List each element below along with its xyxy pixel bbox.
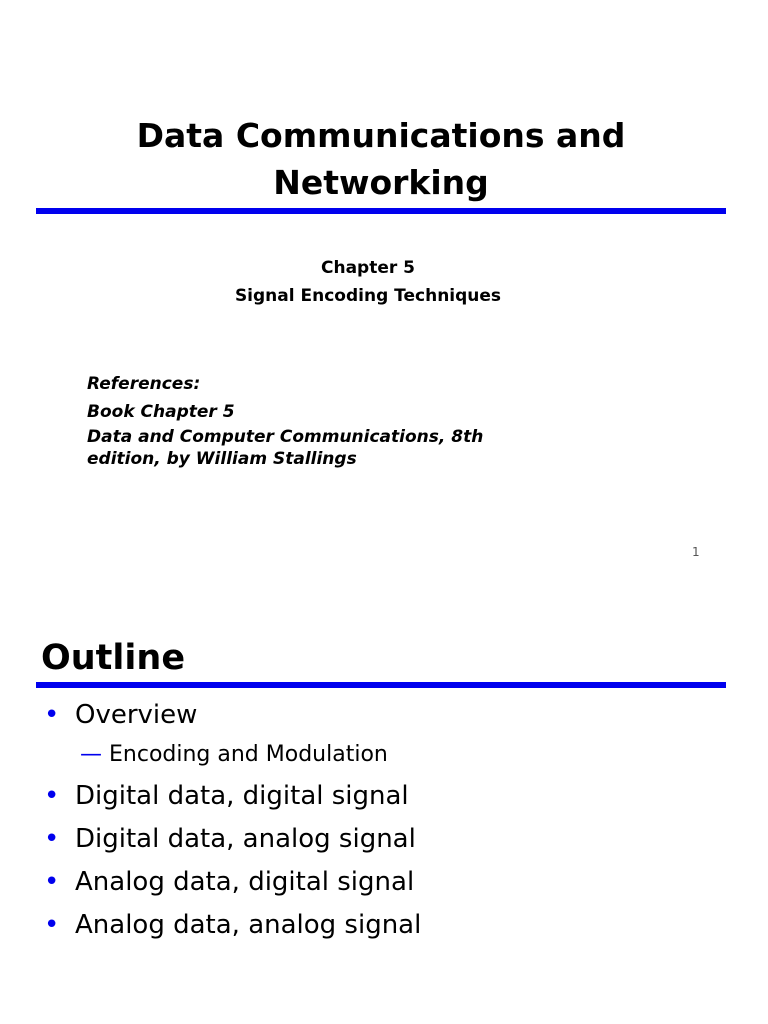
references-block: [87, 370, 607, 470]
sub-list-item-label: Encoding and Modulation: [109, 742, 388, 767]
title-divider: [36, 208, 726, 214]
slide-title: [36, 112, 726, 206]
list-item: [0, 904, 768, 947]
outline-slide: [0, 590, 768, 1024]
bullet-icon: •: [44, 867, 60, 897]
title-line-2: Networking: [273, 163, 489, 202]
bullet-icon: •: [44, 824, 60, 854]
list-item-label: Digital data, digital signal: [75, 781, 409, 811]
list-item: [0, 818, 768, 861]
reference-book-edition: edition, by William Stallings: [87, 449, 357, 469]
chapter-topic: Signal Encoding Techniques: [234, 286, 502, 306]
list-item-label: Overview: [75, 700, 198, 730]
references-heading: References:: [87, 374, 201, 394]
reference-book-title: Data and Computer Communications, 8th: [87, 427, 484, 447]
bullet-icon: •: [44, 781, 60, 811]
chapter-label: Chapter 5: [320, 258, 415, 278]
list-item-label: Analog data, digital signal: [75, 867, 415, 897]
list-item: [0, 775, 768, 818]
page-number: 1: [692, 545, 700, 559]
outline-title: Outline: [41, 638, 186, 678]
dash-icon: —: [80, 742, 102, 767]
list-item: [0, 861, 768, 904]
outline-divider: [36, 682, 726, 688]
list-item-label: Analog data, analog signal: [75, 910, 422, 940]
bullet-icon: •: [44, 910, 60, 940]
sub-list-item: [0, 737, 768, 775]
list-item: [0, 694, 768, 737]
list-item-label: Digital data, analog signal: [75, 824, 416, 854]
title-line-1: Data Communications and: [136, 116, 626, 155]
bullet-icon: •: [44, 700, 60, 730]
reference-book-chapter: Book Chapter 5: [87, 402, 235, 422]
outline-list: [0, 694, 768, 947]
